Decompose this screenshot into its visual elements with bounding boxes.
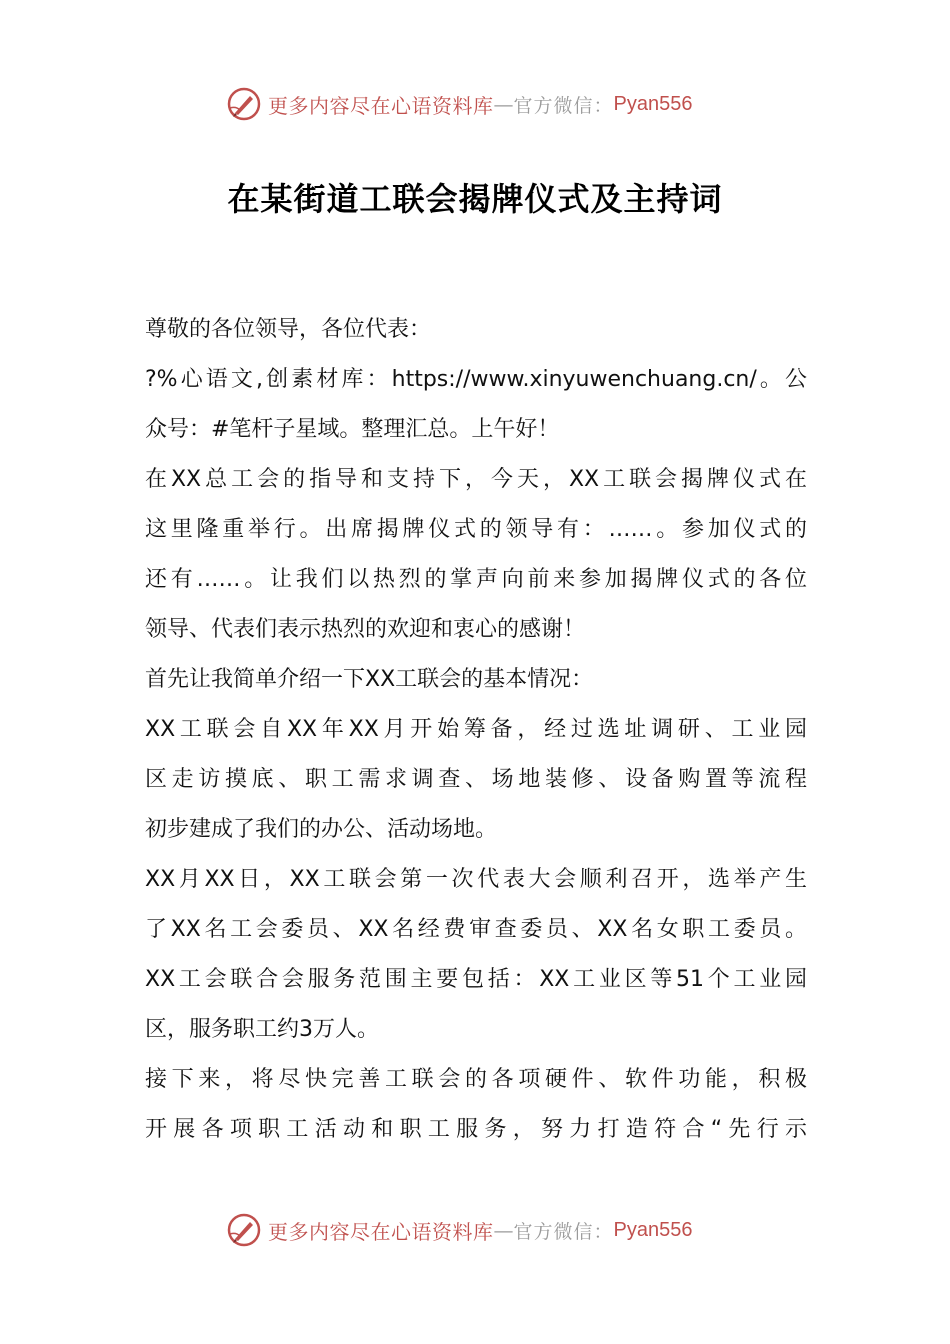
document-title: 在某街道工联会揭牌仪式及主持词 — [227, 180, 723, 218]
banner-label: 官方微信： — [513, 94, 614, 117]
banner-separator: — — [493, 1218, 514, 1242]
banner-text: 更多内容尽在心语资料库 — [268, 93, 494, 118]
paragraph-line: XX工联会自XX年XX月开始筹备，经过选址调研、工业园 — [145, 717, 807, 742]
paragraph-line: 接下来，将尽快完善工联会的各项硬件、软件功能，积极 — [145, 1067, 807, 1092]
pen-logo-icon — [226, 86, 262, 122]
pen-logo-icon — [226, 1212, 262, 1248]
paragraph-line: 了XX名工会委员、XX名经费审查委员、XX名女职工委员。 — [145, 917, 807, 942]
paragraph-line: XX工会联合会服务范围主要包括：XX工业区等51个工业园 — [145, 967, 807, 992]
paragraph-line: 开展各项职工活动和职工服务，努力打造符合“先行示 — [145, 1117, 807, 1142]
document-body — [145, 305, 807, 1155]
header-banner — [226, 84, 692, 124]
banner-label: 官方微信： — [513, 1220, 614, 1243]
paragraph-line: 区，服务职工约3万人。 — [145, 1017, 379, 1042]
paragraph-line: 在XX总工会的指导和支持下，今天，XX工联会揭牌仪式在 — [145, 467, 807, 492]
paragraph-line: 区走访摸底、职工需求调查、场地装修、设备购置等流程 — [145, 767, 807, 792]
paragraph-line: 首先让我简单介绍一下XX工联会的基本情况： — [145, 667, 594, 692]
paragraph-line: ?%心语文,创素材库：https://www.xinyuwenchuang.cn/。公 — [145, 367, 807, 392]
footer-banner — [226, 1210, 692, 1250]
banner-separator: — — [493, 92, 514, 116]
paragraph-line: 还有……。让我们以热烈的掌声向前来参加揭牌仪式的各位 — [145, 567, 807, 592]
paragraph-line: 尊敬的各位领导，各位代表： — [145, 317, 432, 342]
paragraph-line: 这里隆重举行。出席揭牌仪式的领导有：……。参加仪式的 — [145, 517, 807, 542]
paragraph-line: 初步建成了我们的办公、活动场地。 — [145, 817, 498, 842]
paragraph-line: XX月XX日，XX工联会第一次代表大会顺利召开，选举产生 — [145, 867, 807, 892]
paragraph-line: 领导、代表们表示热烈的欢迎和衷心的感谢！ — [145, 617, 586, 642]
banner-text: 更多内容尽在心语资料库 — [268, 1219, 494, 1244]
paragraph-line: 众号：#笔杆子星域。整理汇总。上午好！ — [145, 417, 560, 442]
banner-wechat-id: Pyan556 — [613, 92, 693, 115]
banner-wechat-id: Pyan556 — [613, 1218, 693, 1241]
